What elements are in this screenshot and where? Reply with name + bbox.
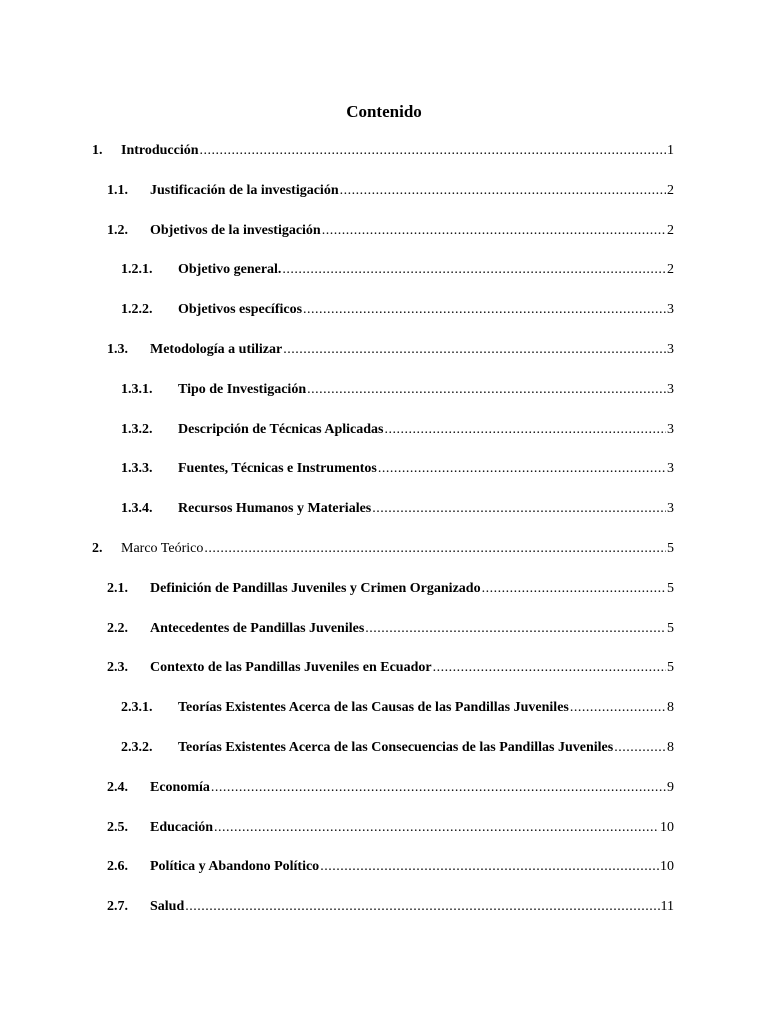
toc-entry-title: Descripción de Técnicas Aplicadas: [178, 421, 384, 437]
toc-entry-page-number: 2: [667, 262, 674, 278]
toc-entry-title: Teorías Existentes Acerca de las Causas de las Pandillas Juveniles: [178, 700, 569, 716]
toc-dot-leader: [322, 220, 666, 242]
toc-entry-link[interactable]: [150, 657, 674, 679]
toc-entry: [0, 458, 768, 480]
toc-entry-title: Economía: [150, 779, 210, 795]
toc-entry-page-number: 5: [667, 620, 674, 636]
toc-entry-number: 1.3.3.: [121, 461, 153, 477]
toc-entry-page-number: 5: [667, 541, 674, 556]
toc-dot-leader: [283, 339, 666, 361]
toc-entry-page-number: 5: [667, 580, 674, 596]
toc-entry-link[interactable]: [178, 458, 674, 480]
toc-dot-leader: [384, 419, 666, 441]
toc-entry-link[interactable]: [150, 817, 674, 839]
toc-entry-link[interactable]: [150, 618, 674, 640]
toc-entry-title: Educación: [150, 819, 214, 835]
toc-entry-title: Antecedentes de Pandillas Juveniles: [150, 620, 365, 636]
toc-entry-page-number: 8: [667, 740, 674, 755]
toc-entry-page-number: 10: [660, 819, 674, 835]
toc-entry: [0, 896, 768, 918]
toc-entry-number: 2.3.2.: [121, 740, 153, 755]
toc-entry: [0, 140, 768, 162]
toc-entry: [0, 180, 768, 202]
toc-entry-page-number: 9: [667, 779, 674, 795]
toc-entry-number: 1.2.: [107, 222, 128, 238]
toc-entry-page-number: 11: [660, 899, 674, 915]
toc-entry-link[interactable]: [178, 498, 674, 520]
toc-dot-leader: [378, 458, 666, 480]
toc-dot-leader: [570, 697, 666, 719]
toc-entry-page-number: 3: [667, 342, 674, 357]
toc-entry-page-number: 2: [667, 182, 674, 198]
toc-entry-number: 2.7.: [107, 899, 128, 915]
toc-entry-number: 2.3.: [107, 660, 128, 676]
toc-entry-number: 1.3.2.: [121, 421, 153, 437]
toc-entry: [0, 737, 768, 759]
toc-entry-title: Contexto de las Pandillas Juveniles en Ecuador: [150, 660, 432, 676]
toc-entry-page-number: 3: [667, 421, 674, 437]
toc-entry: [0, 299, 768, 321]
toc-entry-number: 1.2.1.: [121, 262, 153, 278]
toc-entry: [0, 498, 768, 520]
toc-entry-number: 1.3.1.: [121, 381, 153, 397]
toc-entry-link[interactable]: [150, 339, 674, 361]
toc-entry-number: 2.: [92, 541, 103, 556]
toc-entry-title: Objetivos de la investigación: [150, 222, 321, 238]
toc-entry-title: Política y Abandono Político: [150, 859, 320, 875]
toc-entry-title: Objetivo general.: [178, 262, 282, 278]
toc-entry: [0, 817, 768, 839]
toc-entry-link[interactable]: [150, 220, 674, 242]
toc-entry-number: 1.2.2.: [121, 302, 153, 318]
toc-entry: [0, 697, 768, 719]
toc-entry-link[interactable]: [178, 419, 674, 441]
toc-entry-number: 2.3.1.: [121, 700, 153, 716]
toc-entry-page-number: 1: [667, 143, 674, 158]
toc-entry-link[interactable]: [150, 180, 674, 202]
toc-entry-number: 1.1.: [107, 182, 128, 198]
toc-entry-title: Teorías Existentes Acerca de las Consecuencias de las Pandillas Juveniles: [178, 740, 614, 755]
toc-entry: [0, 379, 768, 401]
toc-entry-title: Marco Teórico: [121, 541, 204, 556]
toc-dot-leader: [482, 578, 666, 600]
toc-entry-link[interactable]: [178, 259, 674, 281]
toc-dot-leader: [614, 737, 666, 759]
toc-entry-page-number: 3: [667, 501, 674, 517]
toc-entry-link[interactable]: [150, 578, 674, 600]
toc-dot-leader: [204, 538, 666, 560]
toc-dot-leader: [320, 856, 659, 878]
toc-entry-link[interactable]: [178, 737, 674, 759]
toc-entry: [0, 618, 768, 640]
toc-entry: [0, 220, 768, 242]
toc-entry-link[interactable]: [150, 777, 674, 799]
toc-entry-page-number: 8: [667, 700, 674, 716]
toc-entry-title: Justificación de la investigación: [150, 182, 339, 198]
toc-entry: [0, 259, 768, 281]
toc-entry-number: 1.: [92, 143, 103, 158]
toc-entry-number: 2.4.: [107, 779, 128, 795]
toc-entry-number: 2.2.: [107, 620, 128, 636]
toc-entry-link[interactable]: [178, 299, 674, 321]
toc-entry-page-number: 3: [667, 461, 674, 477]
toc-entry-title: Salud: [150, 899, 185, 915]
toc-entry: [0, 419, 768, 441]
toc-entry: [0, 777, 768, 799]
toc-dot-leader: [185, 896, 659, 918]
toc-entry-title: Introducción: [121, 143, 199, 158]
toc-entry-title: Metodología a utilizar: [150, 342, 283, 357]
toc-entry-link[interactable]: [121, 140, 674, 162]
toc-entry-number: 1.3.: [107, 342, 128, 357]
toc-entry-link[interactable]: [121, 538, 674, 560]
toc-title: Contenido: [346, 102, 422, 121]
toc-dot-leader: [307, 379, 666, 401]
toc-entry-number: 2.6.: [107, 859, 128, 875]
toc-entry-title: Definición de Pandillas Juveniles y Crimen Organizado: [150, 580, 481, 596]
toc-entry-number: 1.3.4.: [121, 501, 153, 517]
toc-dot-leader: [433, 657, 666, 679]
toc-entry-title: Tipo de Investigación: [178, 381, 307, 397]
toc-entry-page-number: 10: [660, 859, 674, 875]
toc-dot-leader: [211, 777, 666, 799]
toc-dot-leader: [340, 180, 666, 202]
toc-dot-leader: [303, 299, 666, 321]
toc-entry-page-number: 2: [667, 222, 674, 238]
toc-entry: [0, 339, 768, 361]
toc-entry-title: Fuentes, Técnicas e Instrumentos: [178, 461, 377, 477]
toc-entry: [0, 856, 768, 878]
toc-entry-link[interactable]: [178, 697, 674, 719]
toc-entry-title: Recursos Humanos y Materiales: [178, 501, 372, 517]
toc-entry-number: 2.5.: [107, 819, 128, 835]
toc-dot-leader: [200, 140, 666, 162]
toc-dot-leader: [214, 817, 659, 839]
toc-entry-number: 2.1.: [107, 580, 128, 596]
toc-entry: [0, 538, 768, 560]
toc-dot-leader: [365, 618, 666, 640]
toc-entry-title: Objetivos específicos: [178, 302, 303, 318]
toc-entry-link[interactable]: [150, 856, 674, 878]
toc-entry-link[interactable]: [150, 896, 674, 918]
toc-entry-link[interactable]: [178, 379, 674, 401]
toc-entry: [0, 657, 768, 679]
toc-entry-page-number: 3: [667, 302, 674, 318]
toc-entry: [0, 578, 768, 600]
toc-entry-page-number: 3: [667, 381, 674, 397]
toc-dot-leader: [282, 259, 666, 281]
toc-dot-leader: [372, 498, 666, 520]
toc-entry-page-number: 5: [667, 660, 674, 676]
